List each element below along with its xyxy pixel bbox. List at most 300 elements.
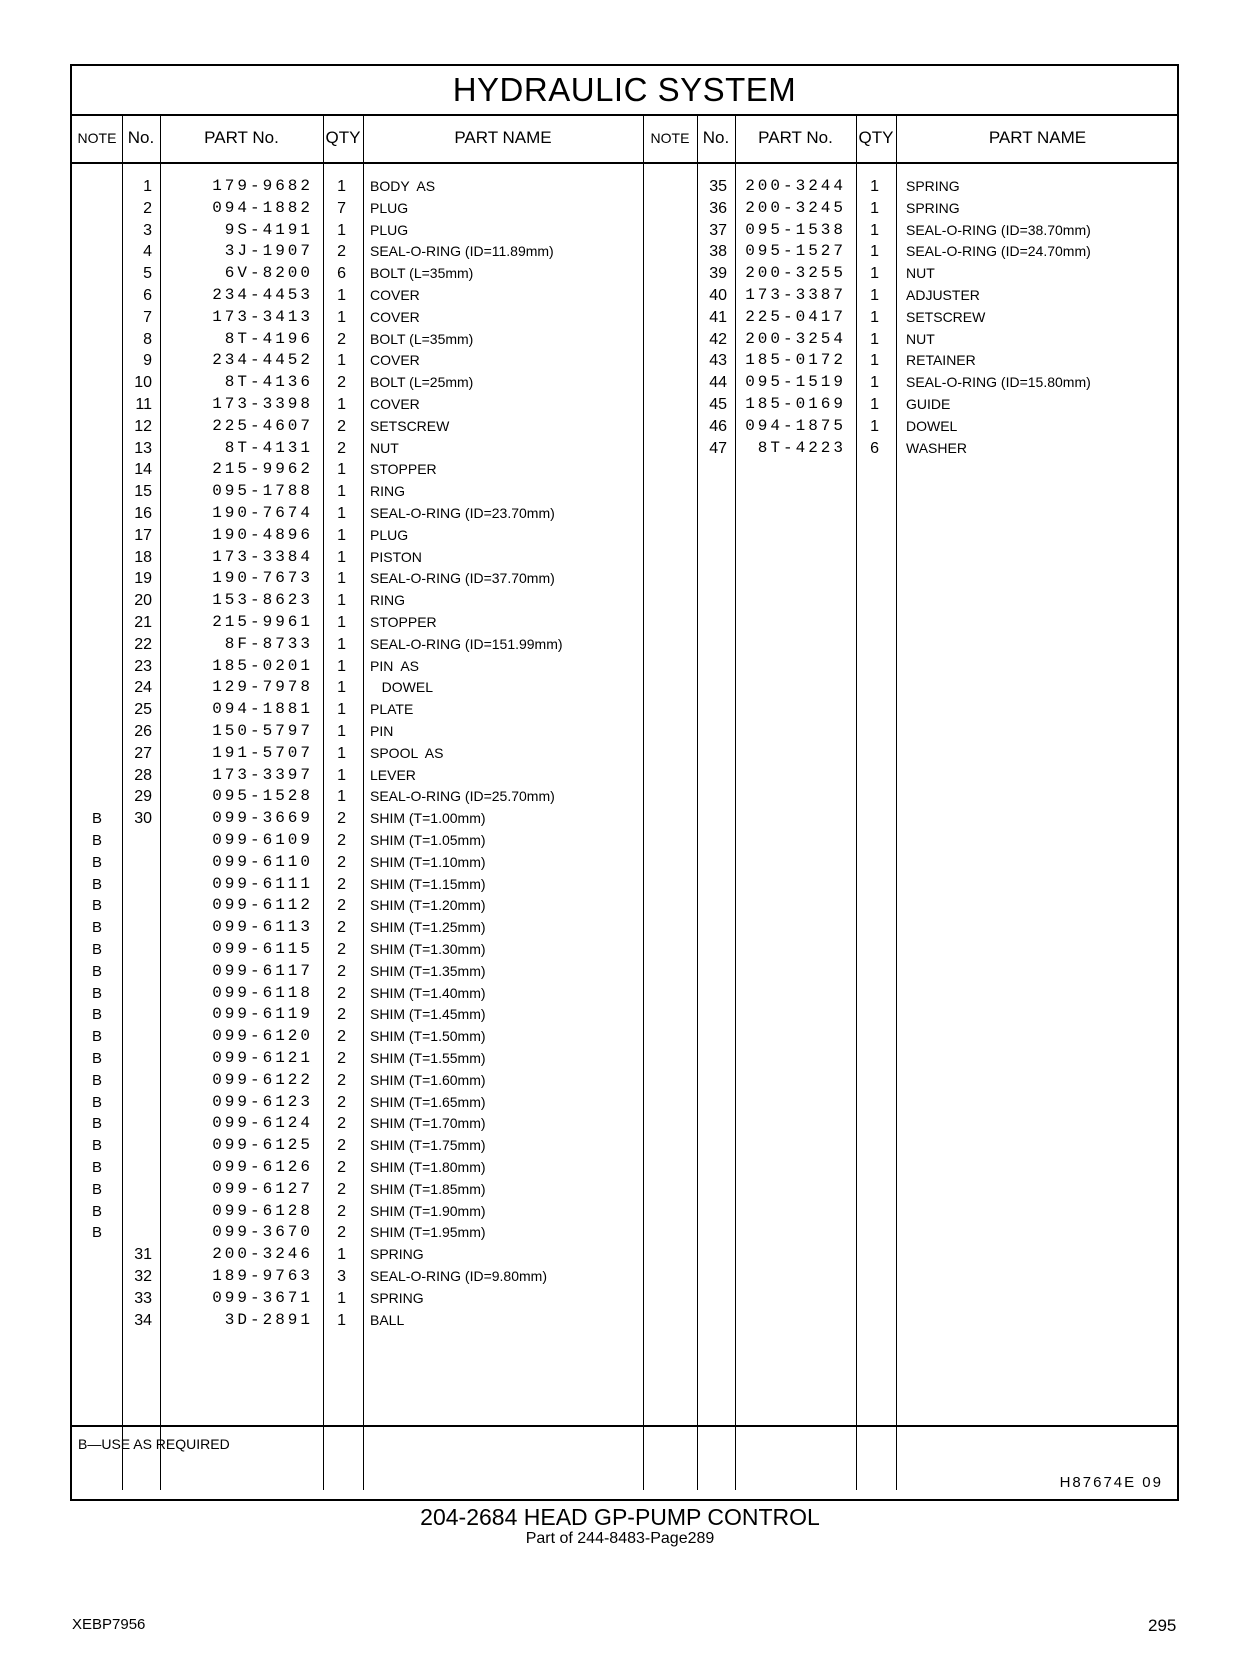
part-name-cell: SEAL-O-RING (ID=23.70mm) bbox=[370, 505, 555, 521]
part-number-cell: 099-6119 bbox=[212, 1005, 313, 1024]
part-number-cell: 9S-4191 bbox=[224, 220, 313, 239]
footnote: B—USE AS REQUIRED bbox=[78, 1436, 230, 1452]
quantity-cell: 2 bbox=[337, 984, 346, 1002]
part-name-cell: SHIM (T=1.45mm) bbox=[370, 1006, 486, 1023]
part-name-cell: PLUG bbox=[370, 199, 409, 216]
part-name-cell: PIN bbox=[370, 723, 394, 739]
note-cell: B bbox=[91, 875, 102, 893]
item-number-cell: 16 bbox=[134, 505, 152, 522]
part-number-cell: 129-7978 bbox=[212, 678, 313, 697]
item-number-cell: 28 bbox=[134, 766, 152, 784]
table-row bbox=[72, 1287, 1177, 1310]
quantity-cell: 2 bbox=[337, 1115, 346, 1133]
item-number-cell: 2 bbox=[143, 199, 152, 217]
quantity-cell: 1 bbox=[337, 766, 346, 784]
note-cell: B bbox=[91, 1137, 102, 1155]
table-row bbox=[72, 720, 1177, 743]
quantity-cell: 6 bbox=[337, 265, 346, 283]
quantity-cell: 1 bbox=[337, 570, 346, 588]
part-number-cell: 200-3255 bbox=[745, 264, 846, 283]
table-row bbox=[72, 698, 1177, 721]
table-row bbox=[72, 742, 1177, 765]
table-row bbox=[72, 502, 1177, 525]
part-name-cell: SEAL-O-RING (ID=15.80mm) bbox=[906, 374, 1091, 391]
part-name-cell: NUT bbox=[906, 330, 935, 347]
part-name-cell: PLUG bbox=[370, 526, 409, 543]
part-name-cell: SEAL-O-RING (ID=38.70mm) bbox=[906, 221, 1091, 238]
document-id: XEBP7956 bbox=[72, 1616, 146, 1633]
quantity-cell: 1 bbox=[870, 417, 879, 435]
quantity-cell: 2 bbox=[337, 962, 346, 980]
item-number-cell: 24 bbox=[134, 679, 152, 697]
part-name-cell: SHIM (T=1.40mm) bbox=[370, 984, 486, 1001]
table-row bbox=[72, 458, 1177, 481]
part-name-cell: BALL bbox=[370, 1311, 405, 1328]
item-number-cell: 46 bbox=[709, 417, 727, 435]
part-name-cell: SHIM (T=1.00mm) bbox=[370, 810, 486, 827]
item-number-cell: 32 bbox=[134, 1268, 152, 1285]
quantity-cell: 2 bbox=[337, 875, 346, 893]
table-row bbox=[72, 982, 1177, 1005]
part-name-cell: DOWEL bbox=[906, 417, 958, 434]
item-number-cell: 26 bbox=[134, 723, 152, 740]
header-qty-right: QTY bbox=[858, 128, 894, 147]
part-number-cell: 099-6117 bbox=[212, 961, 313, 980]
table-row bbox=[72, 1243, 1177, 1266]
header-part-no-left: PART No. bbox=[204, 128, 279, 147]
page-title: HYDRAULIC SYSTEM bbox=[72, 66, 1177, 116]
table-row bbox=[72, 393, 1177, 416]
header-part-no-right: PART No. bbox=[758, 128, 833, 147]
part-number-cell: 185-0169 bbox=[745, 395, 846, 413]
item-number-cell: 43 bbox=[709, 352, 727, 370]
quantity-cell: 1 bbox=[870, 287, 879, 304]
part-number-cell: 099-6128 bbox=[212, 1201, 313, 1220]
header-part-name-left: PART NAME bbox=[454, 128, 552, 147]
part-name-cell: NUT bbox=[370, 439, 399, 456]
table-row bbox=[72, 1069, 1177, 1092]
part-name-cell: PLUG bbox=[370, 221, 409, 238]
quantity-cell: 2 bbox=[337, 243, 346, 261]
part-name-cell: SHIM (T=1.15mm) bbox=[370, 875, 486, 892]
table-row bbox=[72, 1156, 1177, 1179]
quantity-cell: 2 bbox=[337, 1028, 346, 1046]
item-number-cell: 25 bbox=[134, 701, 152, 719]
part-name-cell: BOLT (L=35mm) bbox=[370, 330, 474, 347]
quantity-cell: 1 bbox=[870, 221, 879, 239]
quantity-cell: 2 bbox=[337, 417, 346, 435]
item-number-cell: 39 bbox=[709, 265, 727, 283]
table-row bbox=[72, 284, 1177, 307]
table-row bbox=[72, 1200, 1177, 1223]
part-number-cell: 3D-2891 bbox=[224, 1310, 313, 1329]
table-row bbox=[72, 437, 1177, 460]
part-number-cell: 191-5707 bbox=[212, 743, 313, 762]
part-number-cell: 8T-4131 bbox=[224, 438, 313, 457]
part-name-cell: SHIM (T=1.10mm) bbox=[370, 853, 486, 870]
drawing-code: H87674E 09 bbox=[1059, 1474, 1163, 1491]
part-name-cell: GUIDE bbox=[906, 396, 951, 412]
part-number-cell: 190-4896 bbox=[212, 525, 313, 544]
item-number-cell: 7 bbox=[143, 308, 152, 326]
part-number-cell: 094-1881 bbox=[212, 700, 313, 719]
quantity-cell: 1 bbox=[337, 526, 346, 544]
part-name-cell: RING bbox=[370, 483, 405, 500]
table-row bbox=[72, 938, 1177, 961]
note-cell: B bbox=[91, 962, 102, 980]
table-row bbox=[72, 1025, 1177, 1048]
quantity-cell: 1 bbox=[337, 548, 346, 566]
caption-title: 204-2684 HEAD GP-PUMP CONTROL bbox=[420, 1504, 820, 1530]
table-row bbox=[72, 960, 1177, 983]
part-number-cell: 099-3670 bbox=[212, 1223, 313, 1242]
header-note-left: NOTE bbox=[77, 130, 117, 146]
part-name-cell: SPRING bbox=[370, 1246, 424, 1263]
header-no-right: No. bbox=[702, 128, 730, 147]
note-cell: B bbox=[91, 984, 102, 1002]
note-cell: B bbox=[91, 1050, 102, 1067]
quantity-cell: 1 bbox=[870, 199, 879, 217]
table-row bbox=[72, 1134, 1177, 1157]
part-number-cell: 200-3244 bbox=[745, 177, 846, 195]
part-name-cell: SHIM (T=1.80mm) bbox=[370, 1159, 486, 1175]
part-name-cell: BODY AS bbox=[370, 178, 436, 194]
part-number-cell: 099-6125 bbox=[212, 1136, 313, 1155]
item-number-cell: 31 bbox=[134, 1246, 152, 1264]
part-name-cell: DOWEL bbox=[370, 679, 434, 696]
part-name-cell: SHIM (T=1.65mm) bbox=[370, 1093, 486, 1110]
table-row bbox=[72, 633, 1177, 656]
table-row bbox=[72, 1265, 1177, 1288]
note-cell: B bbox=[91, 1071, 102, 1089]
part-number-cell: 153-8623 bbox=[212, 591, 313, 610]
note-cell: B bbox=[91, 897, 102, 915]
item-number-cell: 5 bbox=[143, 265, 152, 283]
table-row bbox=[72, 851, 1177, 874]
part-name-cell: SETSCREW bbox=[906, 308, 986, 325]
part-number-cell: 173-3387 bbox=[745, 286, 846, 304]
quantity-cell: 6 bbox=[870, 439, 879, 457]
part-name-cell: SHIM (T=1.05mm) bbox=[370, 832, 486, 848]
table-row bbox=[72, 1003, 1177, 1026]
quantity-cell: 1 bbox=[337, 679, 346, 697]
quantity-cell: 1 bbox=[337, 635, 346, 653]
item-number-cell: 19 bbox=[134, 570, 152, 588]
part-name-cell: COVER bbox=[370, 287, 420, 303]
quantity-cell: 1 bbox=[337, 701, 346, 719]
part-number-cell: 179-9682 bbox=[212, 177, 313, 195]
quantity-cell: 1 bbox=[870, 352, 879, 370]
part-number-cell: 185-0172 bbox=[745, 351, 846, 370]
part-name-cell: SPRING bbox=[370, 1289, 424, 1306]
item-number-cell: 47 bbox=[709, 439, 727, 457]
quantity-cell: 1 bbox=[870, 374, 879, 392]
part-name-cell: SEAL-O-RING (ID=9.80mm) bbox=[370, 1268, 547, 1284]
part-name-cell: SHIM (T=1.75mm) bbox=[370, 1137, 486, 1154]
part-name-cell: SHIM (T=1.60mm) bbox=[370, 1071, 486, 1088]
note-cell: B bbox=[91, 1093, 102, 1111]
item-number-cell: 34 bbox=[134, 1311, 152, 1329]
table-header bbox=[72, 114, 1177, 164]
item-number-cell: 11 bbox=[135, 396, 152, 413]
quantity-cell: 2 bbox=[337, 1050, 346, 1067]
part-name-cell: SHIM (T=1.30mm) bbox=[370, 941, 486, 957]
quantity-cell: 1 bbox=[870, 243, 879, 261]
quantity-cell: 2 bbox=[337, 832, 346, 849]
table-row bbox=[72, 546, 1177, 569]
part-name-cell: SEAL-O-RING (ID=25.70mm) bbox=[370, 788, 555, 805]
part-number-cell: 225-0417 bbox=[745, 307, 846, 326]
table-row bbox=[72, 1112, 1177, 1135]
part-number-cell: 099-6126 bbox=[212, 1158, 313, 1176]
part-number-cell: 173-3384 bbox=[212, 547, 313, 566]
part-number-cell: 095-1538 bbox=[745, 220, 846, 239]
table-row bbox=[72, 415, 1177, 438]
quantity-cell: 1 bbox=[337, 788, 346, 806]
item-number-cell: 37 bbox=[709, 221, 727, 239]
item-number-cell: 35 bbox=[709, 178, 727, 195]
part-number-cell: 099-3671 bbox=[212, 1288, 313, 1307]
header-no-left: No. bbox=[127, 128, 155, 147]
quantity-cell: 2 bbox=[337, 1006, 346, 1024]
item-number-cell: 29 bbox=[134, 788, 152, 806]
part-number-cell: 095-1788 bbox=[212, 482, 313, 501]
footer-divider bbox=[72, 1425, 1177, 1427]
part-name-cell: STOPPER bbox=[370, 461, 437, 478]
note-cell: B bbox=[91, 1115, 102, 1133]
quantity-cell: 2 bbox=[337, 941, 346, 958]
table-row bbox=[72, 371, 1177, 394]
part-number-cell: 095-1527 bbox=[745, 242, 846, 261]
part-number-cell: 3J-1907 bbox=[224, 242, 313, 261]
item-number-cell: 30 bbox=[134, 810, 152, 828]
item-number-cell: 44 bbox=[709, 374, 727, 392]
quantity-cell: 1 bbox=[870, 178, 879, 195]
table-row bbox=[72, 807, 1177, 830]
quantity-cell: 1 bbox=[337, 1289, 346, 1307]
note-cell: B bbox=[91, 810, 102, 828]
table-row bbox=[72, 197, 1177, 220]
note-cell: B bbox=[91, 941, 102, 958]
quantity-cell: 1 bbox=[337, 614, 346, 631]
part-number-cell: 200-3245 bbox=[745, 198, 846, 217]
item-number-cell: 33 bbox=[134, 1289, 152, 1307]
quantity-cell: 2 bbox=[337, 1093, 346, 1111]
part-number-cell: 099-6110 bbox=[212, 852, 313, 871]
table-row bbox=[72, 262, 1177, 285]
table-row bbox=[72, 829, 1177, 852]
quantity-cell: 2 bbox=[337, 330, 346, 348]
item-number-cell: 42 bbox=[709, 330, 727, 348]
part-number-cell: 099-6109 bbox=[212, 831, 313, 849]
part-number-cell: 234-4452 bbox=[212, 351, 313, 370]
table-row bbox=[72, 1221, 1177, 1244]
parts-table-frame bbox=[70, 64, 1179, 1501]
part-number-cell: 099-6111 bbox=[212, 874, 313, 893]
item-number-cell: 22 bbox=[134, 635, 152, 653]
part-number-cell: 189-9763 bbox=[212, 1267, 313, 1285]
item-number-cell: 4 bbox=[143, 243, 152, 261]
part-number-cell: 099-3669 bbox=[212, 809, 313, 828]
table-row bbox=[72, 1047, 1177, 1070]
part-name-cell: SEAL-O-RING (ID=11.89mm) bbox=[370, 243, 554, 260]
quantity-cell: 1 bbox=[337, 461, 346, 479]
part-number-cell: 215-9961 bbox=[212, 613, 313, 631]
part-name-cell: SEAL-O-RING (ID=37.70mm) bbox=[370, 570, 555, 587]
table-body bbox=[72, 162, 1177, 1490]
part-number-cell: 173-3413 bbox=[212, 307, 313, 326]
item-number-cell: 15 bbox=[134, 483, 152, 501]
item-number-cell: 45 bbox=[709, 396, 727, 413]
part-number-cell: 099-6122 bbox=[212, 1070, 313, 1089]
part-name-cell: SHIM (T=1.55mm) bbox=[370, 1050, 486, 1066]
quantity-cell: 1 bbox=[337, 396, 346, 413]
header-note-right: NOTE bbox=[650, 130, 690, 146]
item-number-cell: 41 bbox=[709, 308, 727, 326]
part-number-cell: 095-1519 bbox=[745, 373, 846, 392]
item-number-cell: 1 bbox=[143, 178, 152, 195]
quantity-cell: 2 bbox=[337, 374, 346, 392]
part-number-cell: 200-3246 bbox=[212, 1245, 313, 1264]
note-cell: B bbox=[91, 1180, 102, 1198]
quantity-cell: 1 bbox=[337, 221, 346, 239]
quantity-cell: 1 bbox=[337, 352, 346, 370]
caption-subtitle: Part of 244-8483-Page289 bbox=[525, 1530, 715, 1547]
item-number-cell: 8 bbox=[143, 330, 152, 348]
note-cell: B bbox=[91, 832, 102, 849]
part-number-cell: 200-3254 bbox=[745, 329, 846, 348]
part-name-cell: COVER bbox=[370, 308, 420, 325]
quantity-cell: 7 bbox=[337, 199, 346, 217]
part-number-cell: 8F-8733 bbox=[224, 634, 313, 653]
part-number-cell: 099-6112 bbox=[212, 896, 313, 915]
quantity-cell: 2 bbox=[337, 1071, 346, 1089]
part-name-cell: SPRING bbox=[906, 178, 960, 194]
table-row bbox=[72, 219, 1177, 242]
item-number-cell: 13 bbox=[134, 439, 152, 457]
quantity-cell: 1 bbox=[870, 396, 879, 413]
item-number-cell: 40 bbox=[709, 287, 727, 304]
part-name-cell: SHIM (T=1.70mm) bbox=[370, 1115, 486, 1132]
part-number-cell: 099-6121 bbox=[212, 1049, 313, 1067]
item-number-cell: 18 bbox=[134, 548, 152, 566]
note-cell: B bbox=[91, 1006, 102, 1024]
quantity-cell: 1 bbox=[337, 287, 346, 304]
part-name-cell: RETAINER bbox=[906, 352, 976, 369]
part-name-cell: SETSCREW bbox=[370, 417, 450, 434]
item-number-cell: 12 bbox=[134, 417, 152, 435]
quantity-cell: 1 bbox=[337, 308, 346, 326]
part-number-cell: 099-6123 bbox=[212, 1092, 313, 1111]
table-row bbox=[72, 306, 1177, 329]
page-number: 295 bbox=[1148, 1616, 1177, 1635]
part-number-cell: 185-0201 bbox=[212, 656, 313, 675]
part-number-cell: 173-3398 bbox=[212, 395, 313, 413]
note-cell: B bbox=[91, 1224, 102, 1242]
part-number-cell: 099-6124 bbox=[212, 1114, 313, 1133]
quantity-cell: 1 bbox=[337, 483, 346, 501]
note-cell: B bbox=[91, 1202, 102, 1220]
table-row bbox=[72, 175, 1177, 198]
table-row bbox=[72, 1178, 1177, 1201]
part-name-cell: SHIM (T=1.20mm) bbox=[370, 897, 486, 914]
part-number-cell: 094-1882 bbox=[212, 198, 313, 217]
quantity-cell: 2 bbox=[337, 1224, 346, 1242]
item-number-cell: 6 bbox=[143, 287, 152, 304]
part-number-cell: 8T-4223 bbox=[757, 438, 846, 457]
header-qty-left: QTY bbox=[325, 128, 361, 147]
part-name-cell: SHIM (T=1.95mm) bbox=[370, 1224, 486, 1241]
part-name-cell: SHIM (T=1.35mm) bbox=[370, 962, 486, 979]
part-name-cell: RING bbox=[370, 592, 405, 609]
quantity-cell: 1 bbox=[337, 178, 346, 195]
quantity-cell: 1 bbox=[337, 1246, 346, 1264]
part-name-cell: SPRING bbox=[906, 199, 960, 216]
part-name-cell: WASHER bbox=[906, 439, 967, 456]
part-number-cell: 099-6113 bbox=[212, 918, 313, 937]
table-row bbox=[72, 589, 1177, 612]
part-number-cell: 190-7674 bbox=[212, 504, 313, 522]
part-number-cell: 8T-4196 bbox=[224, 329, 313, 348]
item-number-cell: 36 bbox=[709, 199, 727, 217]
part-name-cell: SEAL-O-RING (ID=151.99mm) bbox=[370, 635, 563, 652]
part-number-cell: 190-7673 bbox=[212, 569, 313, 588]
table-row bbox=[72, 349, 1177, 372]
part-name-cell: SPOOL AS bbox=[370, 744, 444, 761]
table-row bbox=[72, 611, 1177, 634]
quantity-cell: 2 bbox=[337, 897, 346, 915]
part-number-cell: 099-6127 bbox=[212, 1179, 313, 1198]
part-number-cell: 215-9962 bbox=[212, 460, 313, 479]
table-row bbox=[72, 328, 1177, 351]
item-number-cell: 21 bbox=[134, 614, 152, 631]
part-number-cell: 6V-8200 bbox=[224, 264, 313, 283]
part-name-cell: COVER bbox=[370, 396, 420, 412]
table-row bbox=[72, 1091, 1177, 1114]
quantity-cell: 1 bbox=[870, 330, 879, 348]
item-number-cell: 9 bbox=[143, 352, 152, 370]
quantity-cell: 1 bbox=[337, 723, 346, 740]
part-name-cell: SHIM (T=1.25mm) bbox=[370, 919, 486, 936]
quantity-cell: 2 bbox=[337, 1137, 346, 1155]
note-cell: B bbox=[91, 1028, 102, 1046]
table-row bbox=[72, 240, 1177, 263]
item-number-cell: 38 bbox=[709, 243, 727, 261]
quantity-cell: 3 bbox=[337, 1268, 346, 1285]
table-row bbox=[72, 785, 1177, 808]
quantity-cell: 2 bbox=[337, 853, 346, 871]
quantity-cell: 1 bbox=[337, 505, 346, 522]
table-row bbox=[72, 676, 1177, 699]
part-number-cell: 094-1875 bbox=[745, 416, 846, 435]
quantity-cell: 2 bbox=[337, 1202, 346, 1220]
item-number-cell: 20 bbox=[134, 592, 152, 610]
part-number-cell: 095-1528 bbox=[212, 787, 313, 806]
table-row bbox=[72, 873, 1177, 896]
quantity-cell: 2 bbox=[337, 1180, 346, 1198]
table-row bbox=[72, 524, 1177, 547]
quantity-cell: 1 bbox=[337, 1311, 346, 1329]
item-number-cell: 23 bbox=[134, 657, 152, 675]
quantity-cell: 1 bbox=[870, 308, 879, 326]
note-cell: B bbox=[91, 853, 102, 871]
part-name-cell: SEAL-O-RING (ID=24.70mm) bbox=[906, 243, 1091, 260]
table-row bbox=[72, 916, 1177, 939]
part-number-cell: 099-6118 bbox=[212, 983, 313, 1002]
part-number-cell: 8T-4136 bbox=[224, 373, 313, 392]
part-number-cell: 099-6115 bbox=[212, 940, 313, 958]
item-number-cell: 27 bbox=[134, 744, 152, 762]
